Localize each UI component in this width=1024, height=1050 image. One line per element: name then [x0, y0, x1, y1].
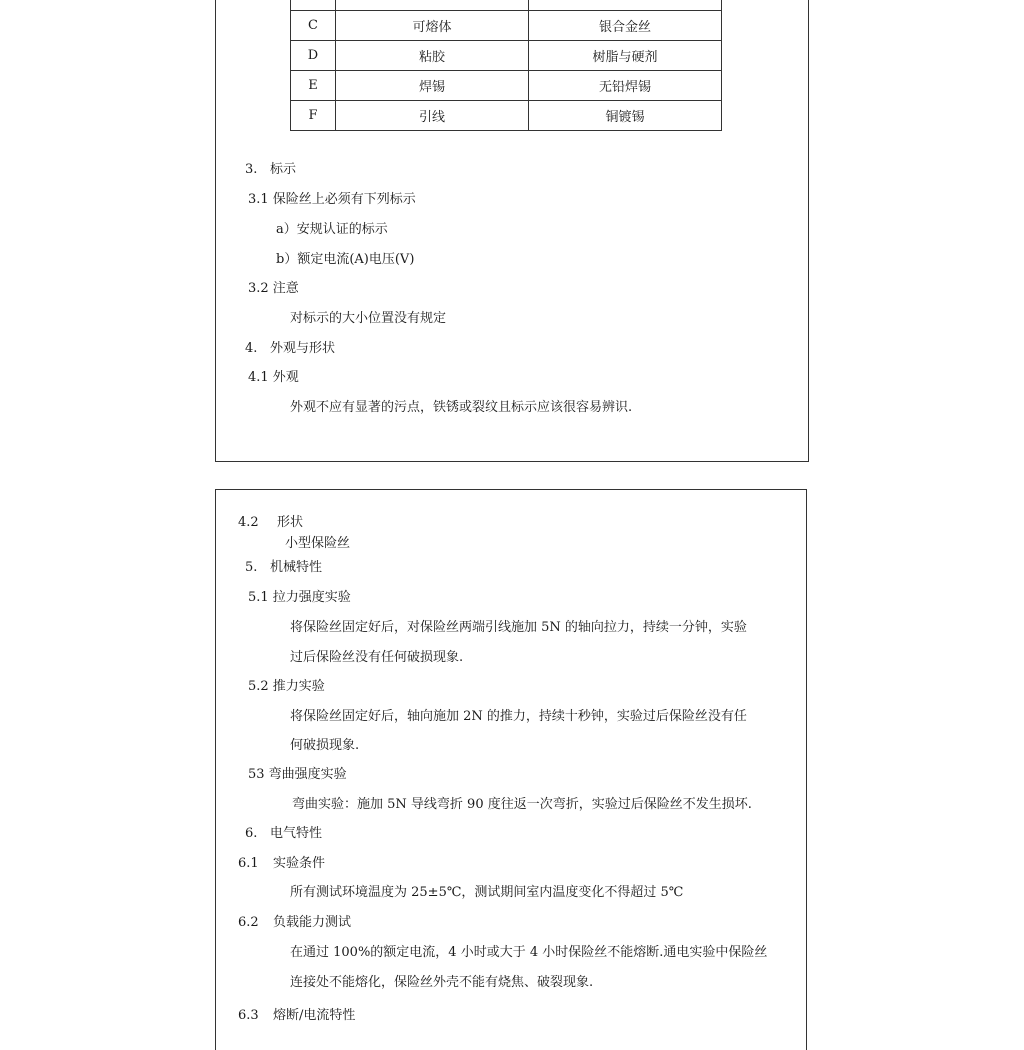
cell-part: [336, 0, 529, 11]
body-text: 在通过 100%的额定电流，4 小时或大于 4 小时保险丝不能熔断.通电实验中保险丝: [290, 945, 768, 960]
cell-material: 铜镀锡: [529, 101, 722, 131]
cell-material: 无铅焊锡: [529, 71, 722, 101]
body-text: 外观不应有显著的污点，铁锈或裂纹且标示应该很容易辨识.: [290, 400, 633, 415]
subsection-heading: 53 弯曲强度实验: [248, 767, 347, 782]
section-number: 4.2: [238, 515, 259, 530]
body-text: 小型保险丝: [285, 536, 351, 551]
section-number: 5.: [245, 560, 258, 575]
cell-part: 可熔体: [336, 11, 529, 41]
table-row: [291, 0, 722, 11]
section-number: 3.: [245, 162, 258, 177]
subsection-heading: 5.2 推力实验: [248, 679, 325, 694]
body-text: 连接处不能熔化，保险丝外壳不能有烧焦、破裂现象.: [290, 975, 594, 990]
section-number: 4.: [245, 341, 258, 356]
cell-code: D: [291, 41, 336, 71]
body-text: 何破损现象.: [290, 738, 360, 753]
body-text: 所有测试环境温度为 25±5℃，测试期间室内温度变化不得超过 5℃: [290, 885, 684, 900]
table-row: [291, 101, 722, 131]
section-heading: 形状: [277, 515, 304, 530]
cell-code: F: [291, 101, 336, 131]
section-number: 6.: [245, 826, 258, 841]
section-number: 6.3: [238, 1008, 259, 1023]
section-heading: 外观与形状: [270, 341, 336, 356]
section-heading: 机械特性: [270, 560, 323, 575]
list-item: a）安规认证的标示: [276, 222, 388, 237]
table-row: [291, 71, 722, 101]
subsection-heading: 3.2 注意: [248, 281, 299, 296]
section-heading: 电气特性: [270, 826, 323, 841]
subsection-heading: 5.1 拉力强度实验: [248, 590, 351, 605]
cell-material: 银合金丝: [529, 11, 722, 41]
cell-part: 焊锡: [336, 71, 529, 101]
list-item: b）额定电流(A)电压(V): [276, 252, 415, 267]
cell-part: 引线: [336, 101, 529, 131]
section-number: 6.2: [238, 915, 259, 930]
subsection-heading: 4.1 外观: [248, 370, 299, 385]
body-text: 对标示的大小位置没有规定: [290, 311, 447, 326]
cell-code: [291, 0, 336, 11]
body-text: 将保险丝固定好后，对保险丝两端引线施加 5N 的轴向拉力，持续一分钟，实验: [290, 620, 747, 635]
materials-table: [290, 0, 722, 131]
cell-part: 粘胶: [336, 41, 529, 71]
subsection-heading: 3.1 保险丝上必须有下列标示: [248, 192, 416, 207]
cell-code: E: [291, 71, 336, 101]
subsection-heading: 实验条件: [273, 856, 326, 871]
table-row: [291, 41, 722, 71]
cell-material: 树脂与硬剂: [529, 41, 722, 71]
body-text: 过后保险丝没有任何破损现象.: [290, 650, 464, 665]
body-text: 弯曲实验：施加 5N 导线弯折 90 度往返一次弯折，实验过后保险丝不发生损坏.: [292, 797, 752, 812]
table-row: [291, 11, 722, 41]
section-number: 6.1: [238, 856, 259, 871]
cell-code: C: [291, 11, 336, 41]
subsection-heading: 负载能力测试: [273, 915, 352, 930]
body-text: 将保险丝固定好后，轴向施加 2N 的推力，持续十秒钟，实验过后保险丝没有任: [290, 709, 747, 724]
subsection-heading: 熔断/电流特性: [273, 1008, 356, 1023]
section-heading: 标示: [270, 162, 297, 177]
cell-material: [529, 0, 722, 11]
